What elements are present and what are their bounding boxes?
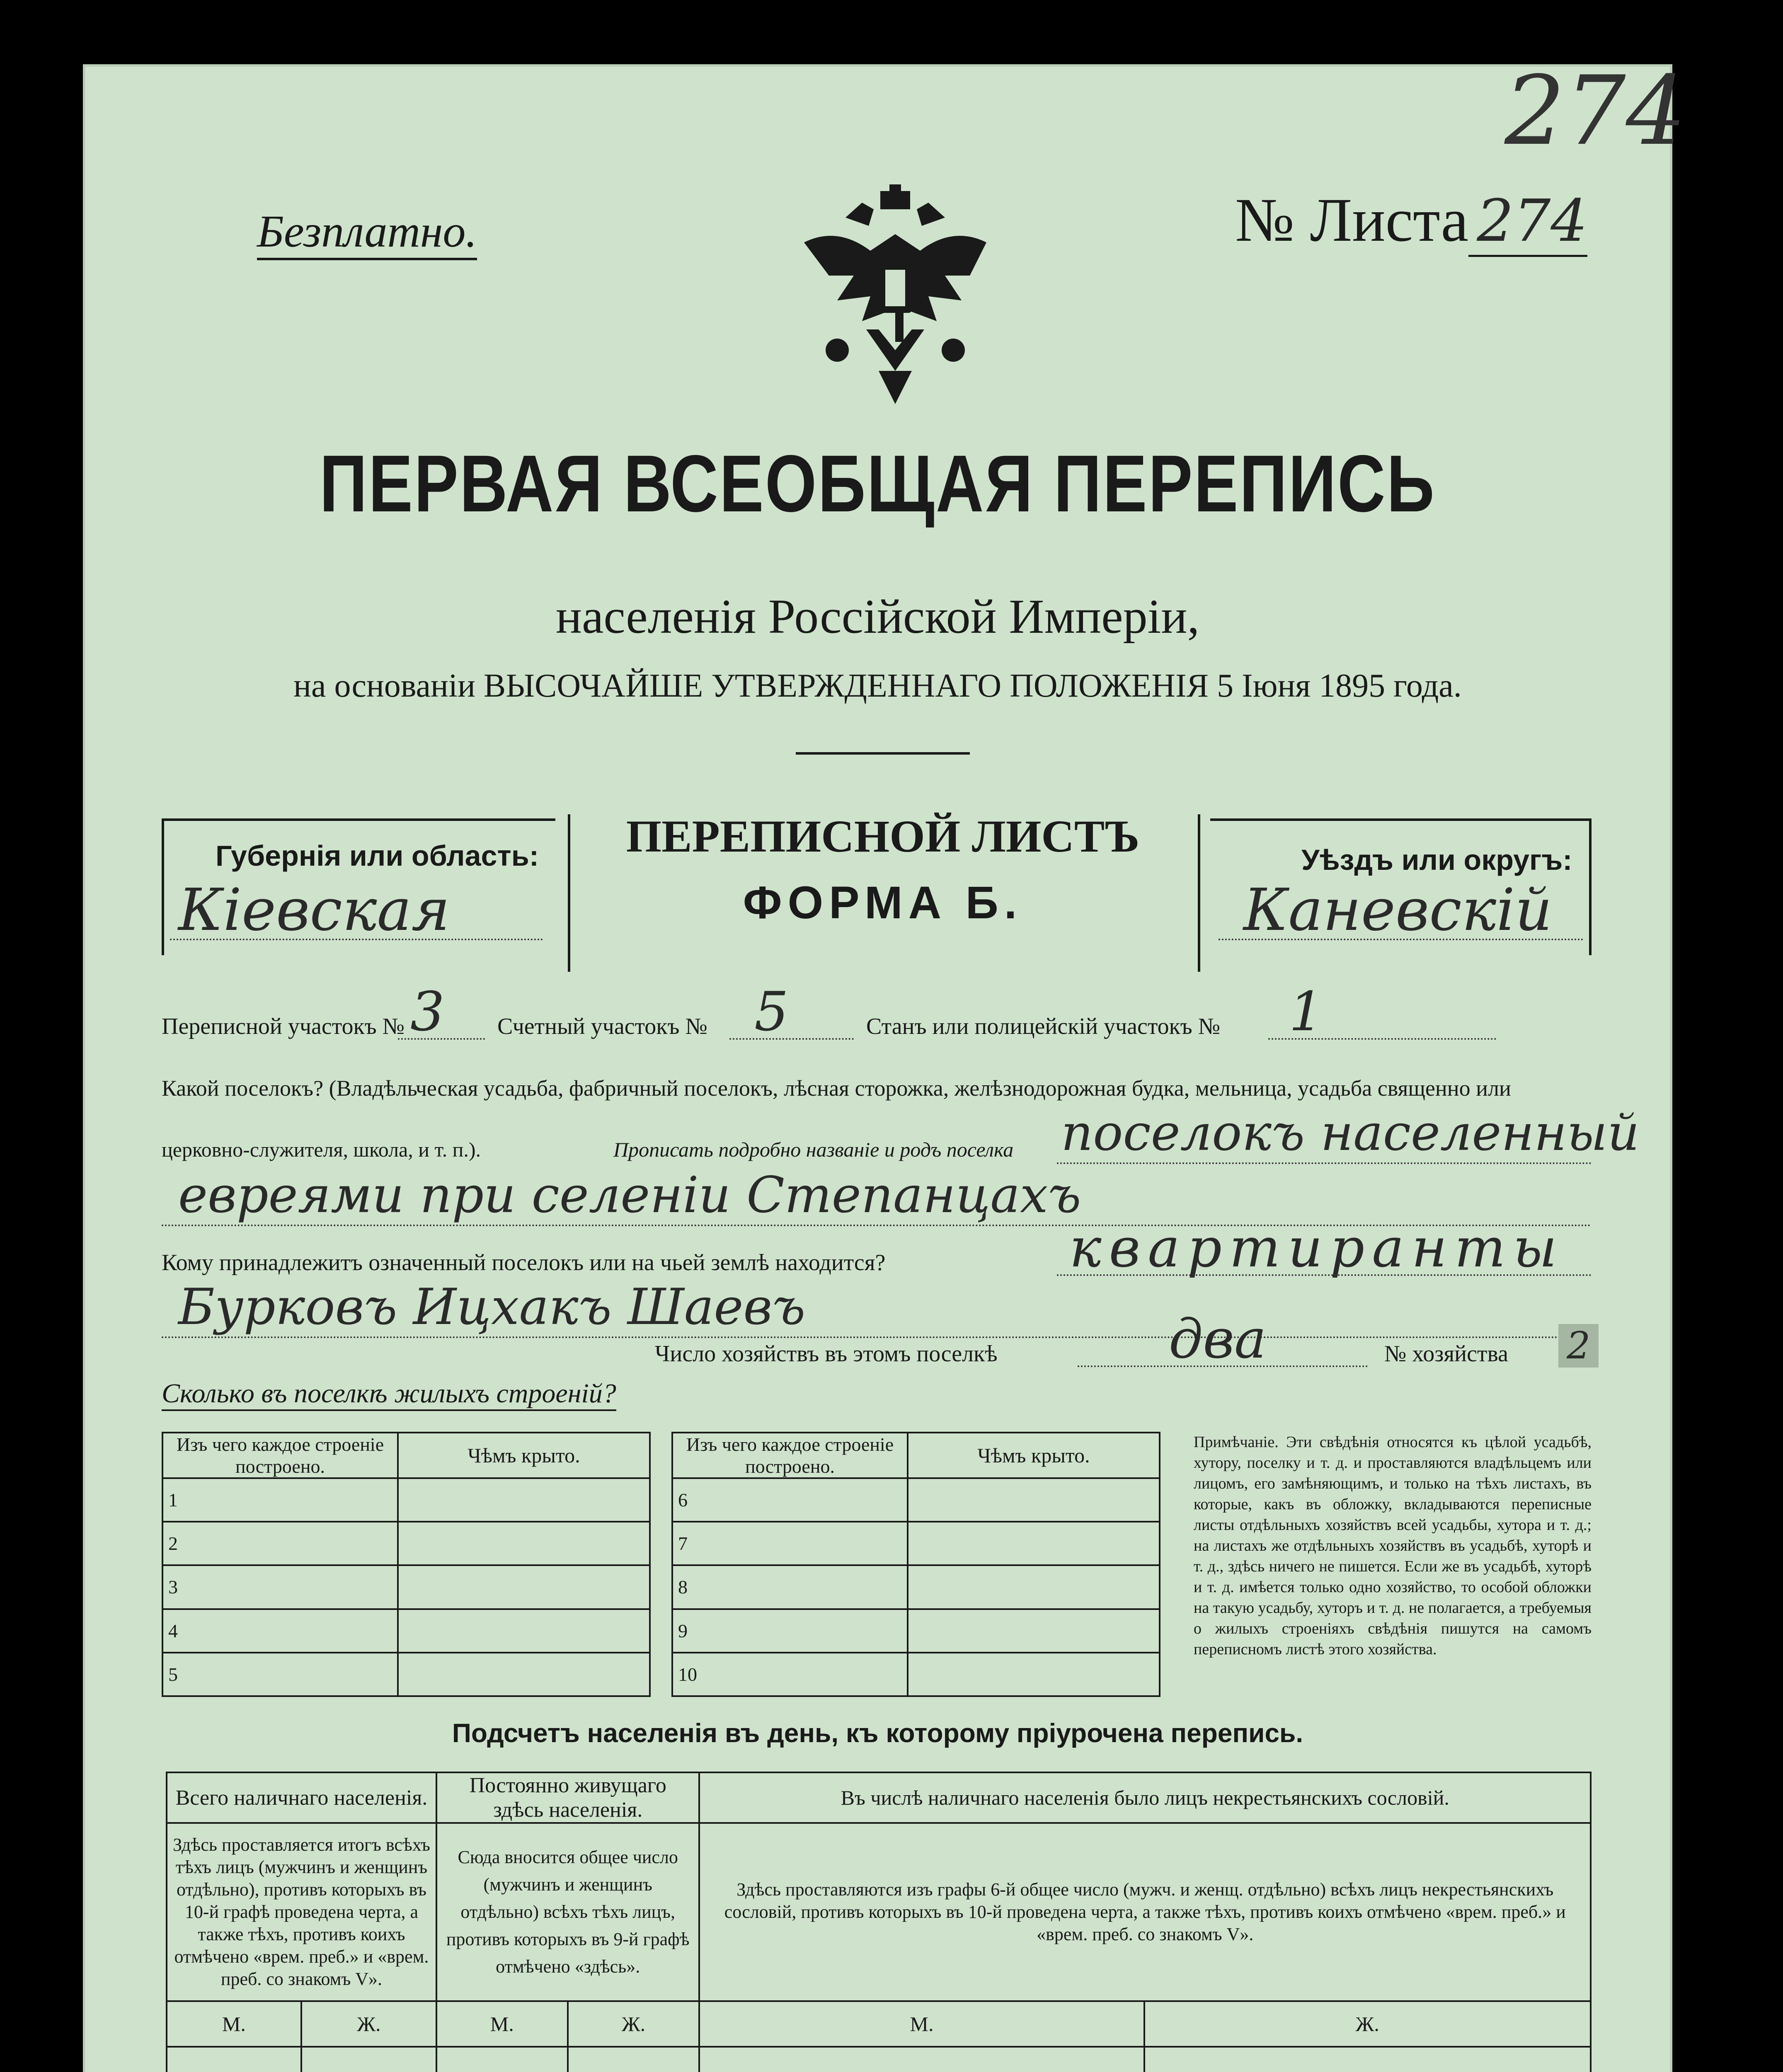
count-col1-text: Здѣсь проставляется итогъ всѣхъ тѣхъ лицъ (мужчинъ и женщинъ отдѣльно), противъ которыхъ въ 10-й графѣ проведена черта, а также тѣхъ, противъ коихъ отмѣчено «врем. преб.» и «врем. преб. со знакомъ V». <box>167 1823 436 2001</box>
nonpeasant-female-value <box>1144 2047 1591 2072</box>
households-value: два <box>1169 1307 1267 1370</box>
building-row: 3 <box>162 1565 398 1609</box>
female-header: Ж. <box>1144 2001 1591 2047</box>
households-label: Число хозяйствъ въ этомъ поселкѣ <box>655 1341 998 1367</box>
census-sheet <box>83 56 1686 2072</box>
col-roof: Чѣмъ крыто. <box>398 1433 650 1478</box>
building-row: 9 <box>672 1609 908 1653</box>
household-number-label: № хозяйства <box>1384 1341 1509 1367</box>
building-row: 2 <box>162 1522 398 1565</box>
household-number-value: 2 <box>1558 1324 1599 1368</box>
settlement-value-1: поселокъ населенный <box>1061 1104 1640 1162</box>
building-row: 8 <box>672 1565 908 1609</box>
sheet-number-label: № Листа <box>1235 186 1469 254</box>
count-col1-title: Всего наличнаго населенія. <box>167 1772 436 1823</box>
building-row: 10 <box>672 1653 908 1696</box>
total-female-value <box>301 2047 436 2072</box>
owner-question: Кому принадлежитъ означенный поселокъ или на чьей землѣ находится? <box>162 1250 886 1276</box>
gubernia-value: Кіевская <box>178 876 450 944</box>
building-row: 7 <box>672 1522 908 1565</box>
census-district-label: Переписной участокъ № <box>162 1014 405 1039</box>
count-col2-title: Постоянно живущаго здѣсь населенія. <box>436 1772 700 1823</box>
resident-female-value <box>568 2047 700 2072</box>
owner-value-1: квартиранты <box>1069 1216 1565 1279</box>
col-roof: Чѣмъ крыто. <box>908 1433 1160 1478</box>
sheet-number-value: 274 <box>1468 187 1587 257</box>
corner-number: 274 <box>1504 56 1686 167</box>
count-district-value: 5 <box>754 980 789 1043</box>
free-label: Безплатно. <box>257 205 477 260</box>
count-col2-text: Сюда вносится общее число (мужчинъ и женщинъ отдѣльно) всѣхъ тѣхъ лицъ, противъ которыхъ въ 9-й графѣ отмѣчено «здѣсь». <box>436 1823 700 2001</box>
resident-male-value <box>436 2047 568 2072</box>
note: Примѣчаніе. Эти свѣдѣнія относятся къ цѣлой усадьбѣ, хутору, поселку и т. д. и проставляются владѣльцемъ или лицомъ, его замѣняющимъ, и только на тѣхъ листахъ, въ которые, какъ въ обложку, вкладываются переписные листы отдѣльныхъ хозяйствъ всей усадьбы, хутора и т. д.; на листахъ же отдѣльныхъ хозяйствъ въ усадьбѣ, хуторѣ и т. д., здѣсь ничего не пишется. Если же въ усадьбѣ, хуторѣ и т. д. имѣется только одно хозяйство, то особой обложки на такую усадьбу, хуторъ и т. д. не полагается, а требуемыя о жилыхъ строеніяхъ свѣдѣнія пишутся на самомъ переписномъ листѣ этого хозяйства. <box>1194 1433 1592 1658</box>
stan-label: Станъ или полицейскій участокъ № <box>866 1014 1221 1039</box>
uezd-label: Уѣздъ или округъ: <box>1301 844 1572 876</box>
census-district-value: 3 <box>410 980 445 1043</box>
owner-value-2: Бурковъ Ицхакъ Шаевъ <box>178 1278 806 1336</box>
count-district-label: Счетный участокъ № <box>497 1014 707 1039</box>
form-label: ФОРМА Б. <box>743 877 1023 928</box>
building-row: 1 <box>162 1478 398 1522</box>
male-header: М. <box>167 2001 301 2047</box>
count-heading: Подсчетъ населенія въ день, къ которому пріурочена перепись. <box>452 1718 1303 1748</box>
male-header: М. <box>436 2001 568 2047</box>
settlement-question-2: церковно-служителя, школа, и т. п.). <box>162 1138 481 1161</box>
stan-value: 1 <box>1289 980 1323 1043</box>
buildings-table-left <box>162 1432 651 1697</box>
building-row: 5 <box>162 1653 398 1696</box>
building-row: 6 <box>672 1478 908 1522</box>
col-material: Изъ чего каждое строеніе построено. <box>672 1433 908 1478</box>
census-title: ПЕРВАЯ ВСЕОБЩАЯ ПЕРЕПИСЬ <box>319 438 1436 529</box>
form-name: ПЕРЕПИСНОЙ ЛИСТЪ <box>626 811 1140 862</box>
settlement-value-2: евреями при селеніи Степанцахъ <box>178 1167 1081 1224</box>
count-col3-title: Въ числѣ наличнаго населенія было лицъ некрестьянскихъ сословій. <box>699 1772 1591 1823</box>
female-header: Ж. <box>568 2001 700 2047</box>
double-headed-eagle-icon <box>787 184 1003 408</box>
census-subtitle: населенія Россійской Имперіи, <box>555 589 1200 644</box>
settlement-question: Какой поселокъ? (Владѣльческая усадьба, фабричный поселокъ, лѣсная сторожка, желѣзнодорожная будка, мельница, усадьба священно или <box>162 1076 1511 1101</box>
gubernia-label: Губернія или область: <box>216 840 539 872</box>
building-row: 4 <box>162 1609 398 1653</box>
census-basis: на основаніи ВЫСОЧАЙШЕ УТВЕРЖДЕННАГО ПОЛОЖЕНІЯ 5 Іюня 1895 года. <box>293 668 1462 704</box>
nonpeasant-male-value <box>699 2047 1144 2072</box>
settlement-hint: Прописать подробно названіе и родъ поселка <box>613 1138 1014 1161</box>
male-header: М. <box>699 2001 1144 2047</box>
buildings-label: Сколько въ поселкѣ жилыхъ строеній? <box>162 1378 616 1411</box>
col-material: Изъ чего каждое строеніе построено. <box>162 1433 398 1478</box>
buildings-table-right <box>671 1432 1160 1697</box>
total-male-value <box>167 2047 301 2072</box>
count-col3-text: Здѣсь проставляются изъ графы 6-й общее число (мужч. и женщ. отдѣльно) всѣхъ лицъ некрестьянскихъ сословій, противъ которыхъ въ 10-й проведена черта, а также тѣхъ, противъ коихъ отмѣчено «врем. преб.» и «врем. преб. со знакомъ V». <box>699 1823 1591 2001</box>
divider <box>796 752 970 755</box>
female-header: Ж. <box>301 2001 436 2047</box>
uezd-value: Каневскій <box>1243 876 1553 944</box>
count-table <box>166 1772 1592 2072</box>
